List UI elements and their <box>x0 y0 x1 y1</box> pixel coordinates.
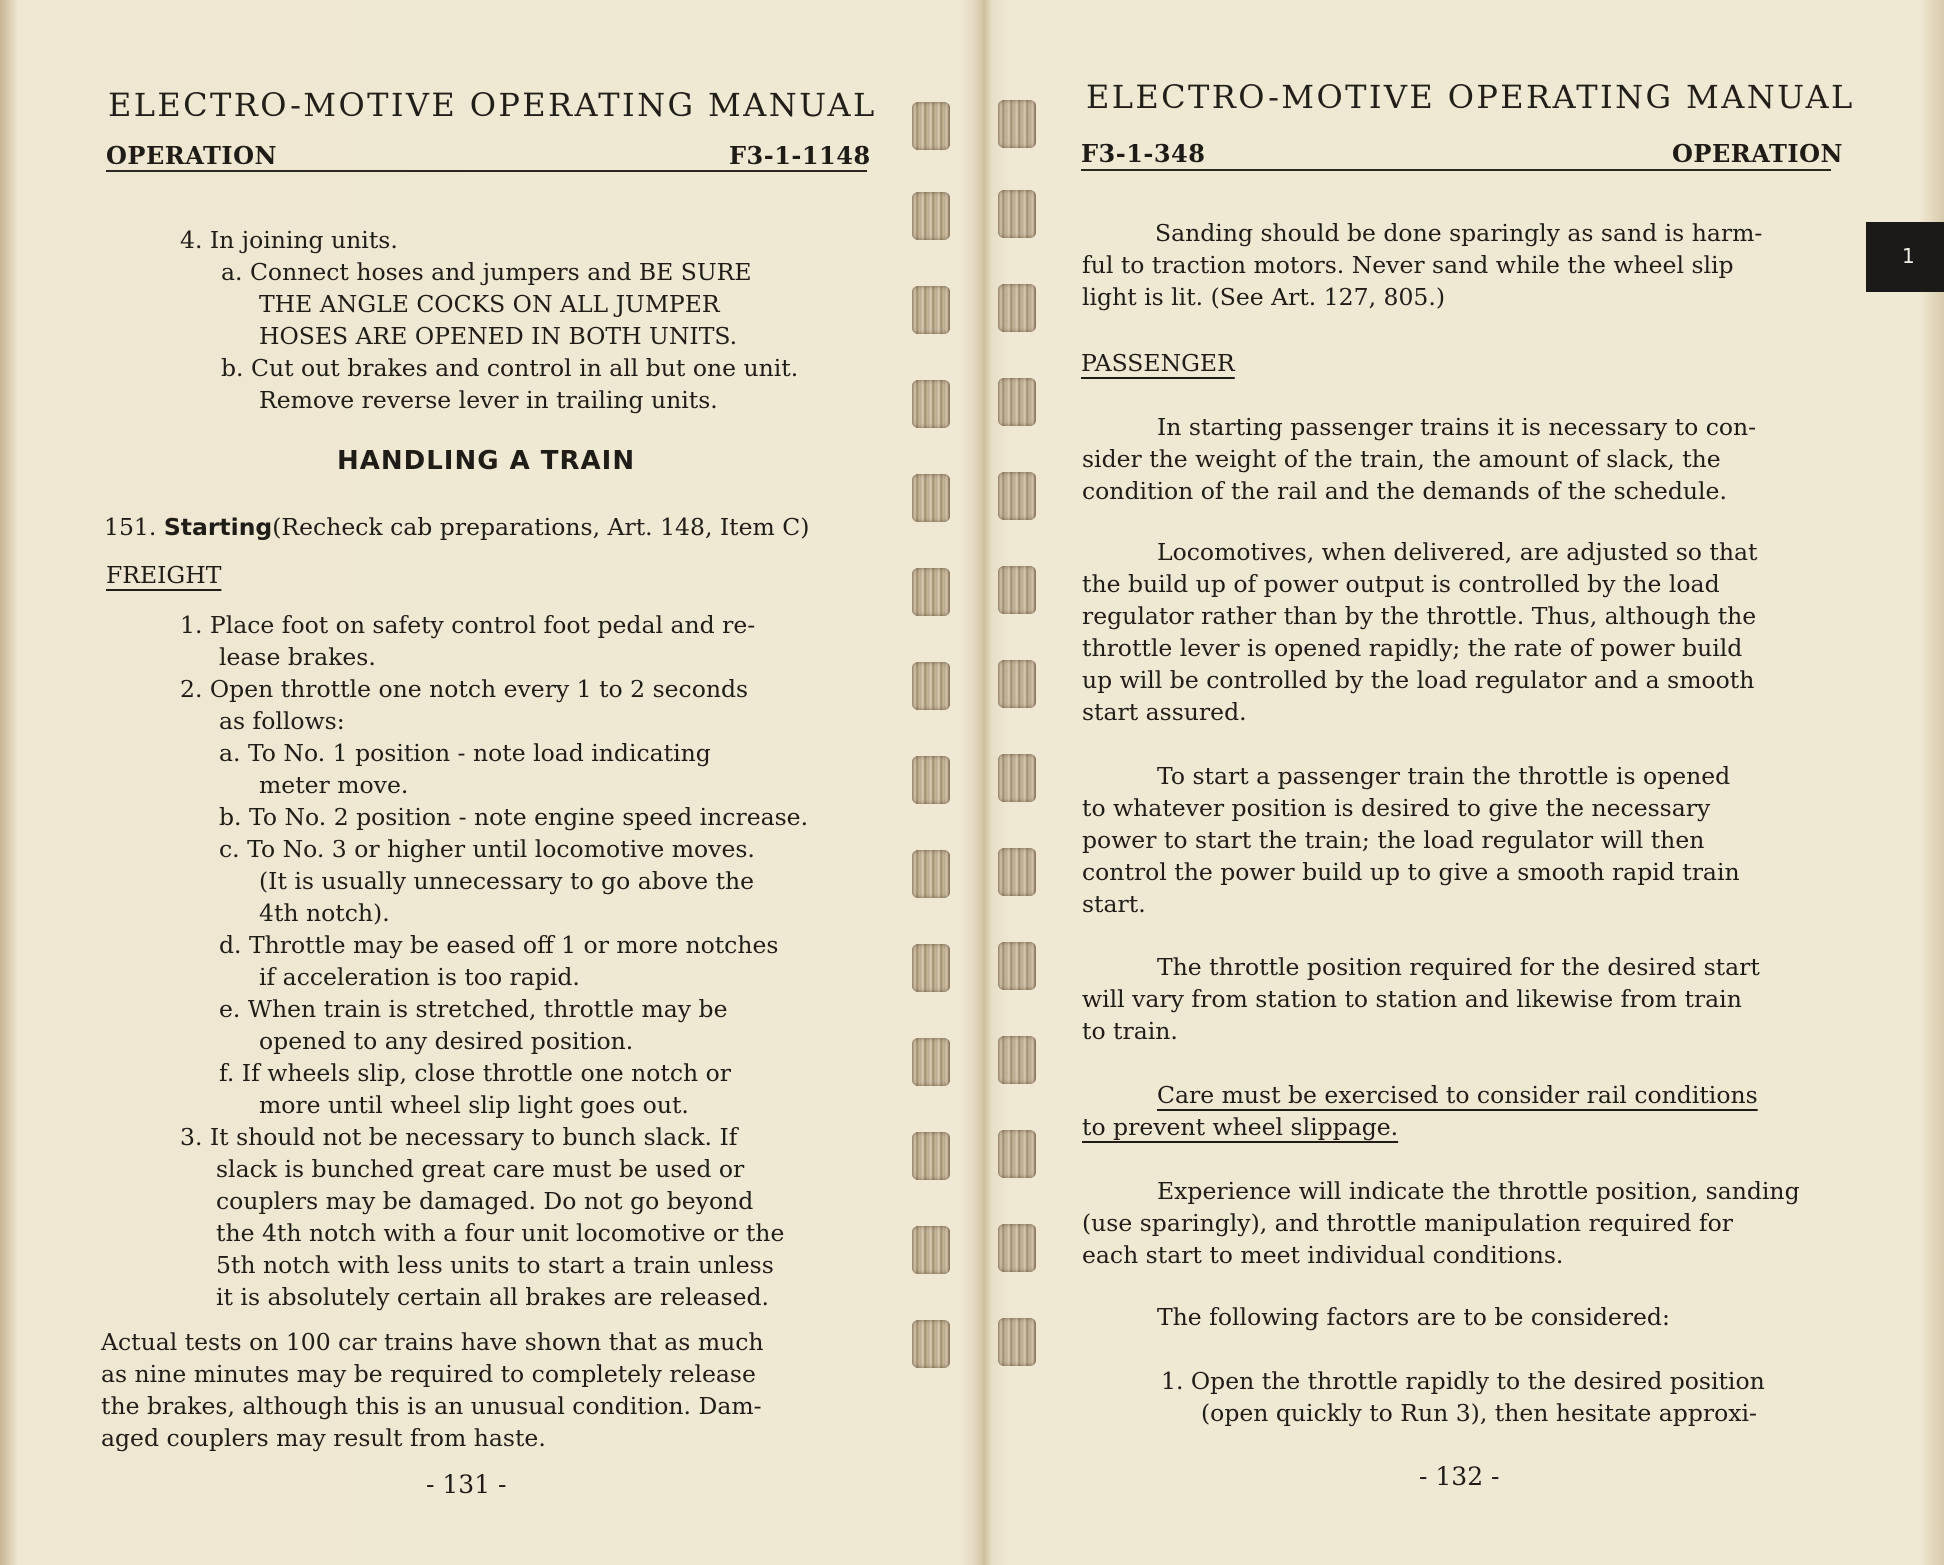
freight-line: c. To No. 3 or higher until locomotive moves. <box>219 835 755 863</box>
running-title: ELECTRO-MOTIVE OPERATING MANUAL <box>108 86 877 124</box>
article-line <box>104 512 809 543</box>
body-line: Experience will indicate the throttle position, sanding <box>1157 1177 1800 1205</box>
factor-line: (open quickly to Run 3), then hesitate approxi- <box>1201 1399 1757 1427</box>
item-line: Remove reverse lever in trailing units. <box>259 386 718 414</box>
body-line: will vary from station to station and likewise from train <box>1082 985 1742 1013</box>
body-line: up will be controlled by the load regulator and a smooth <box>1082 666 1755 694</box>
item-line: b. Cut out brakes and control in all but one unit. <box>221 354 799 382</box>
closing-line: the brakes, although this is an unusual condition. Dam- <box>101 1392 762 1420</box>
factor-line: 1. Open the throttle rapidly to the desired position <box>1161 1367 1765 1395</box>
binding-ring <box>912 102 950 150</box>
page-number: - 132 - <box>1419 1462 1500 1491</box>
binding-ring <box>912 1226 950 1274</box>
body-line: light is lit. (See Art. 127, 805.) <box>1082 283 1446 311</box>
freight-line: meter move. <box>259 771 409 799</box>
freight-line: as follows: <box>219 707 345 735</box>
binding-ring <box>912 1320 950 1368</box>
freight-line: b. To No. 2 position - note engine speed increase. <box>219 803 809 831</box>
body-line: control the power build up to give a smooth rapid train <box>1082 858 1740 886</box>
section-tab-label: 1 <box>1902 244 1915 268</box>
page-number: - 131 - <box>426 1470 507 1499</box>
caution-line: to prevent wheel slippage. <box>1082 1113 1399 1141</box>
freight-line: 5th notch with less units to start a train unless <box>216 1251 774 1279</box>
document-code: F3-1-1148 <box>729 141 871 170</box>
section-label: OPERATION <box>106 141 277 170</box>
right-page <box>985 0 1944 1565</box>
freight-line: lease brakes. <box>219 643 376 671</box>
item-line: 4. In joining units. <box>180 226 398 254</box>
binding-ring <box>912 1132 950 1180</box>
freight-line: (It is usually unnecessary to go above the <box>259 867 755 895</box>
body-line: to train. <box>1082 1017 1178 1045</box>
body-line: start. <box>1082 890 1146 918</box>
section-heading: HANDLING A TRAIN <box>337 446 636 476</box>
article-note: (Recheck cab preparations, Art. 148, Item C) <box>272 513 810 541</box>
running-title: ELECTRO-MOTIVE OPERATING MANUAL <box>1086 78 1855 116</box>
binding-ring <box>912 756 950 804</box>
body-line: sider the weight of the train, the amount of slack, the <box>1082 445 1721 473</box>
freight-line: slack is bunched great care must be used or <box>216 1155 745 1183</box>
article-title: Starting <box>163 513 273 541</box>
header-rule <box>106 170 867 172</box>
freight-line: if acceleration is too rapid. <box>259 963 580 991</box>
body-line: Sanding should be done sparingly as sand is harm- <box>1155 219 1763 247</box>
freight-line: couplers may be damaged. Do not go beyond <box>216 1187 754 1215</box>
freight-line: 2. Open throttle one notch every 1 to 2 seconds <box>180 675 749 703</box>
binding-ring <box>912 568 950 616</box>
freight-line: a. To No. 1 position - note load indicating <box>219 739 711 767</box>
binding-ring <box>912 944 950 992</box>
body-line: throttle lever is opened rapidly; the rate of power build <box>1082 634 1743 662</box>
caution-line: Care must be exercised to consider rail conditions <box>1157 1081 1758 1109</box>
body-line: Locomotives, when delivered, are adjusted so that <box>1157 538 1758 566</box>
closing-line: Actual tests on 100 car trains have shown that as much <box>101 1328 764 1356</box>
freight-line: 4th notch). <box>259 899 390 927</box>
body-line: regulator rather than by the throttle. Thus, although the <box>1082 602 1757 630</box>
binding-ring <box>912 474 950 522</box>
body-line: The throttle position required for the desired start <box>1157 953 1760 981</box>
binding-ring <box>912 1038 950 1086</box>
body-line: The following factors are to be considered: <box>1157 1303 1670 1331</box>
document-code: F3-1-348 <box>1081 139 1206 168</box>
freight-line: f. If wheels slip, close throttle one notch or <box>219 1059 731 1087</box>
body-line: the build up of power output is controlled by the load <box>1082 570 1720 598</box>
closing-line: as nine minutes may be required to completely release <box>101 1360 756 1388</box>
body-line: condition of the rail and the demands of the schedule. <box>1082 477 1727 505</box>
article-number: 151. <box>104 513 157 541</box>
freight-line: opened to any desired position. <box>259 1027 634 1055</box>
header-rule <box>1081 169 1831 171</box>
body-line: to whatever position is desired to give the necessary <box>1082 794 1711 822</box>
freight-line: 3. It should not be necessary to bunch slack. If <box>180 1123 738 1151</box>
freight-line: it is absolutely certain all brakes are released. <box>216 1283 770 1311</box>
item-line: THE ANGLE COCKS ON ALL JUMPER <box>259 290 720 318</box>
item-line: a. Connect hoses and jumpers and BE SURE <box>221 258 752 286</box>
binding-ring <box>912 850 950 898</box>
binding-ring <box>912 380 950 428</box>
body-line: ful to traction motors. Never sand while the wheel slip <box>1082 251 1734 279</box>
section-label: OPERATION <box>1672 139 1843 168</box>
freight-line: e. When train is stretched, throttle may be <box>219 995 728 1023</box>
binding-ring <box>912 286 950 334</box>
freight-line: the 4th notch with a four unit locomotive or the <box>216 1219 785 1247</box>
body-line: start assured. <box>1082 698 1247 726</box>
body-line: To start a passenger train the throttle is opened <box>1157 762 1731 790</box>
subheading-passenger: PASSENGER <box>1081 349 1235 377</box>
closing-line: aged couplers may result from haste. <box>101 1424 546 1452</box>
freight-line: more until wheel slip light goes out. <box>259 1091 689 1119</box>
body-line: (use sparingly), and throttle manipulation required for <box>1082 1209 1734 1237</box>
freight-line: d. Throttle may be eased off 1 or more notches <box>219 931 779 959</box>
binding-ring <box>912 192 950 240</box>
body-line: power to start the train; the load regulator will then <box>1082 826 1705 854</box>
body-line: In starting passenger trains it is necessary to con- <box>1157 413 1757 441</box>
subheading-freight: FREIGHT <box>106 561 222 589</box>
item-line: HOSES ARE OPENED IN BOTH UNITS. <box>259 322 738 350</box>
binding-ring <box>912 662 950 710</box>
freight-line: 1. Place foot on safety control foot pedal and re- <box>180 611 756 639</box>
section-tab[interactable] <box>1866 222 1944 292</box>
body-line: each start to meet individual conditions. <box>1082 1241 1564 1269</box>
